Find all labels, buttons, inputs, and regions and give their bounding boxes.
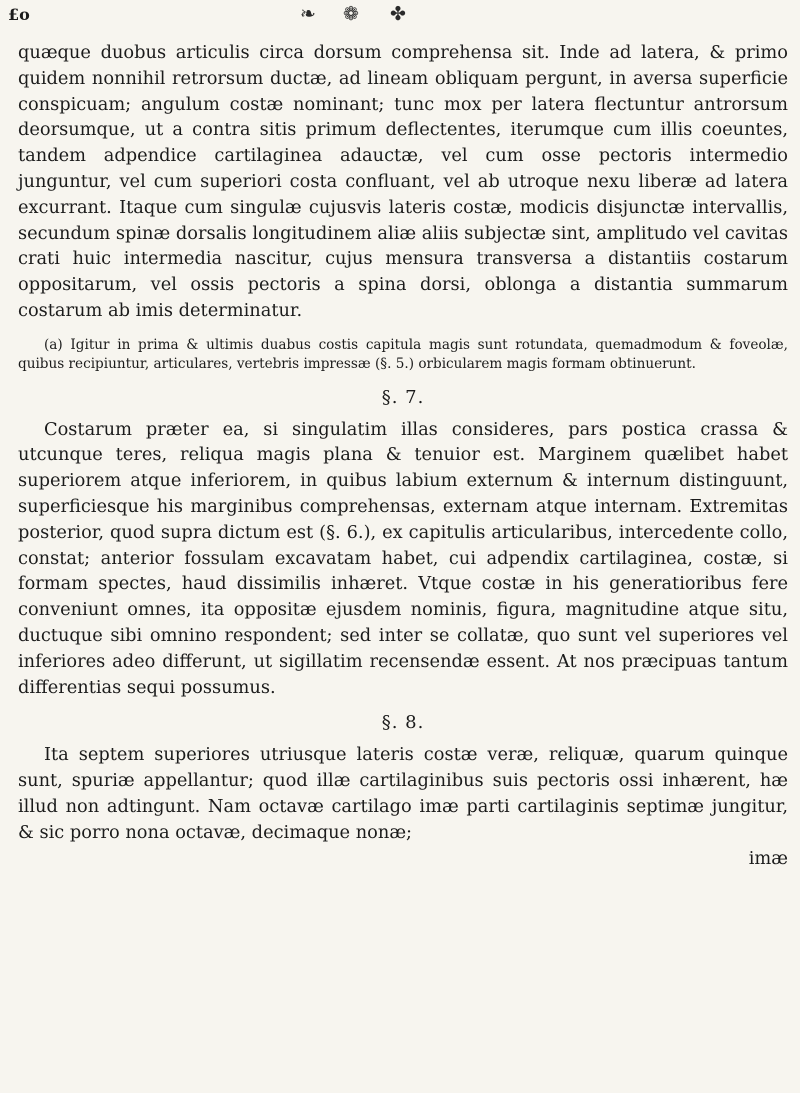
section-heading-8: §. 8. (381, 712, 425, 734)
footnote-marker: (a) (44, 336, 63, 353)
flower-ornament-icon: ✤ (390, 3, 406, 25)
page-number: £o (8, 5, 30, 24)
section-heading-7: §. 7. (381, 386, 425, 408)
paragraph-2: Costarum præter ea, si singulatim illas consideres, pars postica crassa & utcunque teres, reliqua magis plana & tenuior est. Marginem quælibet habet superiorem atque inferiorem, in quibus labium externum & internum distinguunt, superficiesque his marginibus comprehensas, externam atque internam. Extremitas posterior, quod supra dictum est (§. 6.), ex capitulis articularibus, intercedente collo, constat; anterior fossulam excavatam habet, cui adpendix cartilaginea, costæ, si formam spectes, haud dissimilis inhæret. Vtque costæ in his generatioribus fere conveniunt omnes, ita oppositæ ejusdem nominis, figura, magnitudine atque situ, ductuque sibi omnino respondent; sed inter se collatæ, quo sunt vel superiores vel inferiores adeo differunt, ut sigillatim recensendæ essent. At nos præcipuas tantum differentias sequi possumus. (18, 418, 788, 698)
text-block (18, 40, 788, 872)
footnote-text: Igitur in prima & ultimis duabus costis capitula magis sunt rotundata, quemadmodum & foveolæ, quibus recipiuntur, articulares, vertebris impressæ (§. 5.) orbicularem magis formam obtinuerunt. (18, 336, 789, 373)
fleuron-ornament-icon: ❧ (300, 3, 316, 25)
paragraph-1: quæque duobus articulis circa dorsum comprehensa sit. Inde ad latera, & primo quidem nonnihil retrorsum ductæ, ad lineam obliquam pergunt, in aversa superficie conspicuam; angulum costæ nominant; tunc mox per latera flectuntur antrorsum deorsumque, ut a contra sitis primum deflectentes, iterumque cum illis coeuntes, tandem adpendice cartilaginea adauctæ, vel cum osse pectoris intermedio junguntur, vel cum superiori costa confluant, vel ab utroque nexu liberæ ad latera excurrant. Itaque cum singulæ cujusvis lateris costæ, modicis disjunctæ intervallis, secundum spinæ dorsalis longitudinem aliæ aliis subjectæ sint, amplitudo vel cavitas crati huic intermedia nascitur, cujus mensura transversa a distantiis costarum oppositarum, vel ossis pectoris a spina dorsi, oblonga a distantia summarum costarum ab imis determinatur. (18, 42, 788, 321)
footnote (18, 336, 788, 375)
rosette-ornament-icon: ❁ (343, 3, 359, 25)
page-header (0, 2, 800, 30)
catchword: imæ (748, 848, 788, 870)
paragraph-3: Ita septem superiores utriusque lateris costæ veræ, reliquæ, quarum quinque sunt, spuriæ appellantur; quod illæ cartilaginibus suis pectoris ossi inhærent, hæ illud non adtingunt. Nam octavæ cartilago imæ parti cartilaginis septimæ jungitur, & sic porro nona octavæ, decimaque nonæ; (18, 744, 788, 843)
